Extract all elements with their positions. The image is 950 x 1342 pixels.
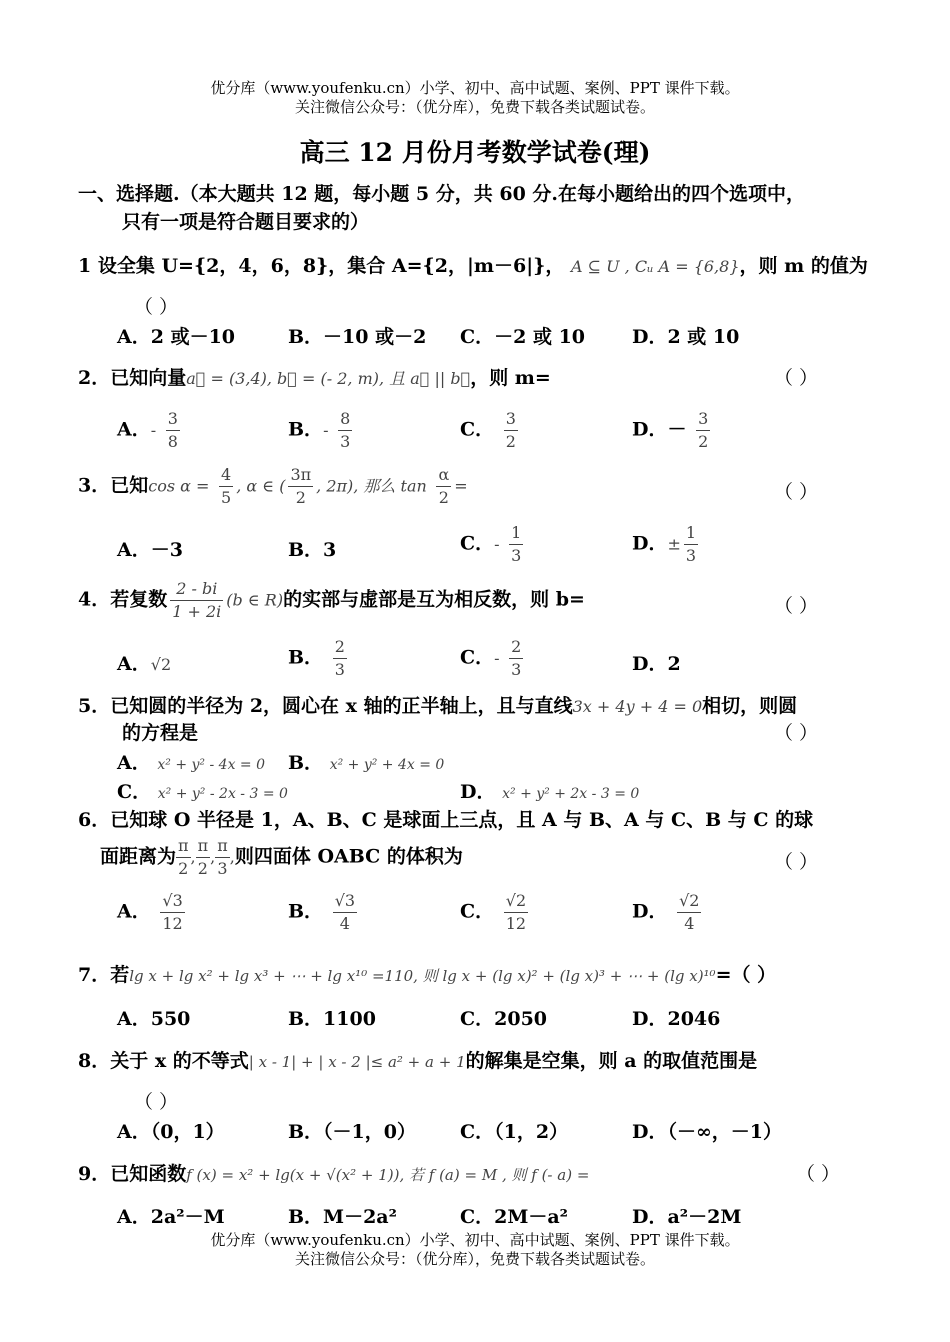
question-2-answer-paren: （ ） [774,367,819,389]
question-9-stem: 9．已知函数f (x) = x² + lg(x + √(x² + 1)), 若 f (a) = M , 则 f (- a) = [78,1163,590,1185]
question-3-stem: 3．已知cos α = $\frac{4}{5}$ , α ∈ ( $\frac{3\pi}{2}$ , 2π), 那么 tan $\frac{\alpha}{2}$ = [78,465,468,507]
question-1-math: A ⊆ U , Cᵤ A = {6,8} [570,257,740,276]
question-2-option-d: D．－ $\frac{3}{2}$ [632,409,709,451]
question-5-stem-line-2: 的方程是 [122,722,199,744]
question-2-stem [78,363,551,390]
question-4-option-c: C．- $\frac{2}{3}$ [460,637,522,679]
question-3-option-a: A．－3 [117,539,183,561]
question-7-stem: 7．若lg x + lg x² + lg x³ + ⋯ + lg x¹⁰ =110, 则 lg x + (lg x)² + (lg x)³ + ⋯ + (lg x)¹⁰=（ ） [78,964,777,986]
question-1-answer-paren: （ ） [134,296,179,318]
question-6-answer-paren: （ ） [774,851,819,873]
question-1-stem [78,251,868,278]
question-8-answer-paren: （ ） [134,1091,179,1113]
question-6-option-b: B． $\frac{√3}{4}$ [288,891,356,933]
question-8-option-c: C．（1，2） [460,1121,569,1143]
question-3-answer-paren: （ ） [774,481,819,503]
question-4-option-b: B． $\frac{2}{3}$ [288,637,345,679]
question-6-option-d: D． $\frac{√2}{4}$ [632,891,700,933]
question-9-option-d: D．a²－2M [632,1206,742,1228]
question-8-option-d: D．（－∞，－1） [632,1121,783,1143]
question-6-stem-line-2: 面距离为 $\frac{\pi}{2}$ , $\frac{\pi}{2}$ , $\frac{\pi}{3}$ ,则四面体 OABC 的体积为 [100,836,463,878]
question-8-option-b: B．（－1，0） [288,1121,416,1143]
question-1-text-b: ，则 m 的值为 [739,255,868,277]
footer-line-2: 关注微信公众号：（优分库），免费下载各类试题试卷。 [294,1250,655,1268]
question-2-text-b: ，则 m= [470,367,551,389]
question-2-math: a⃗ = (3,4), b⃗ = (- 2, m), 且 a⃗ || b⃗ [186,369,471,388]
section-heading-line-1: 一、选择题.（本大题共 12 题，每小题 5 分，共 60 分.在每小题给出的四个选项中， [78,183,806,205]
footer-line-1: 优分库（www.youfenku.cn）小学、初中、高中试题、案例、PPT 课件下载。 [210,1231,740,1249]
question-8-option-a: A．（0，1） [117,1121,225,1143]
question-6-option-c: C． $\frac{√2}{12}$ [460,891,527,933]
question-5-stem: 5．已知圆的半径为 2，圆心在 x 轴的正半轴上，且与直线3x + 4y + 4 = 0相切，则圆 [78,695,798,717]
question-1-option-b: B．－10 或－2 [288,326,427,348]
question-4-answer-paren: （ ） [774,595,819,617]
question-7-option-c: C．2050 [460,1008,548,1030]
question-2-option-b: B．- $\frac{8}{3}$ [288,409,351,451]
section-heading-line-2: 只有一项是符合题目要求的） [122,211,370,233]
question-2-option-a: A．- $\frac{3}{8}$ [117,409,178,451]
question-1-option-d: D．2 或 10 [632,326,740,348]
question-5-option-c: C． x² + y² - 2x - 3 = 0 [117,781,288,803]
question-7-option-d: D．2046 [632,1008,721,1030]
question-6-stem: 6．已知球 O 半径是 1，A、B、C 是球面上三点，且 A 与 B、A 与 C、B 与 C 的球 [78,809,814,831]
question-4-option-a: A．√2 [117,653,172,675]
question-9-option-c: C．2M－a² [460,1206,569,1228]
question-5-option-a: A． x² + y² - 4x = 0 [117,752,266,774]
question-3-option-d: D．± $\frac{1}{3}$ [632,523,697,565]
question-2-text-a: 2．已知向量 [78,367,187,389]
question-5-option-b: B． x² + y² + 4x = 0 [288,752,445,774]
header-line-1: 优分库（www.youfenku.cn）小学、初中、高中试题、案例、PPT 课件下载。 [210,79,740,97]
question-2-option-c: C． $\frac{3}{2}$ [460,409,516,451]
question-9-option-a: A．2a²－M [117,1206,225,1228]
question-1-option-a: A．2 或－10 [117,326,236,348]
question-9-option-b: B．M－2a² [288,1206,397,1228]
question-5-answer-paren: （ ） [774,722,819,744]
question-3-option-b: B．3 [288,539,337,561]
header-line-2: 关注微信公众号：（优分库），免费下载各类试题试卷。 [294,98,655,116]
page-title: 高三 12 月份月考数学试卷(理) [299,138,651,167]
question-4-option-d: D．2 [632,653,681,675]
question-8-stem: 8．关于 x 的不等式| x - 1| + | x - 2 |≤ a² + a + 1的解集是空集，则 a 的取值范围是 [78,1050,758,1072]
question-1-option-c: C．－2 或 10 [460,326,586,348]
question-6-option-a: A． $\frac{√3}{12}$ [117,891,183,933]
question-3-option-c: C．- $\frac{1}{3}$ [460,523,522,565]
question-1-text-a: 1 设全集 U={2，4，6，8}，集合 A={2，|m－6|}， [78,255,565,277]
question-9-answer-paren: （ ） [796,1163,841,1185]
question-7-option-a: A．550 [117,1008,191,1030]
question-7-option-b: B．1100 [288,1008,376,1030]
question-4-stem: 4．若复数 $\frac{2 - bi}{1 + 2i}$ (b ∈ R)的实部与虚部是互为相反数，则 b= [78,579,585,621]
question-5-option-d: D． x² + y² + 2x - 3 = 0 [460,781,640,803]
